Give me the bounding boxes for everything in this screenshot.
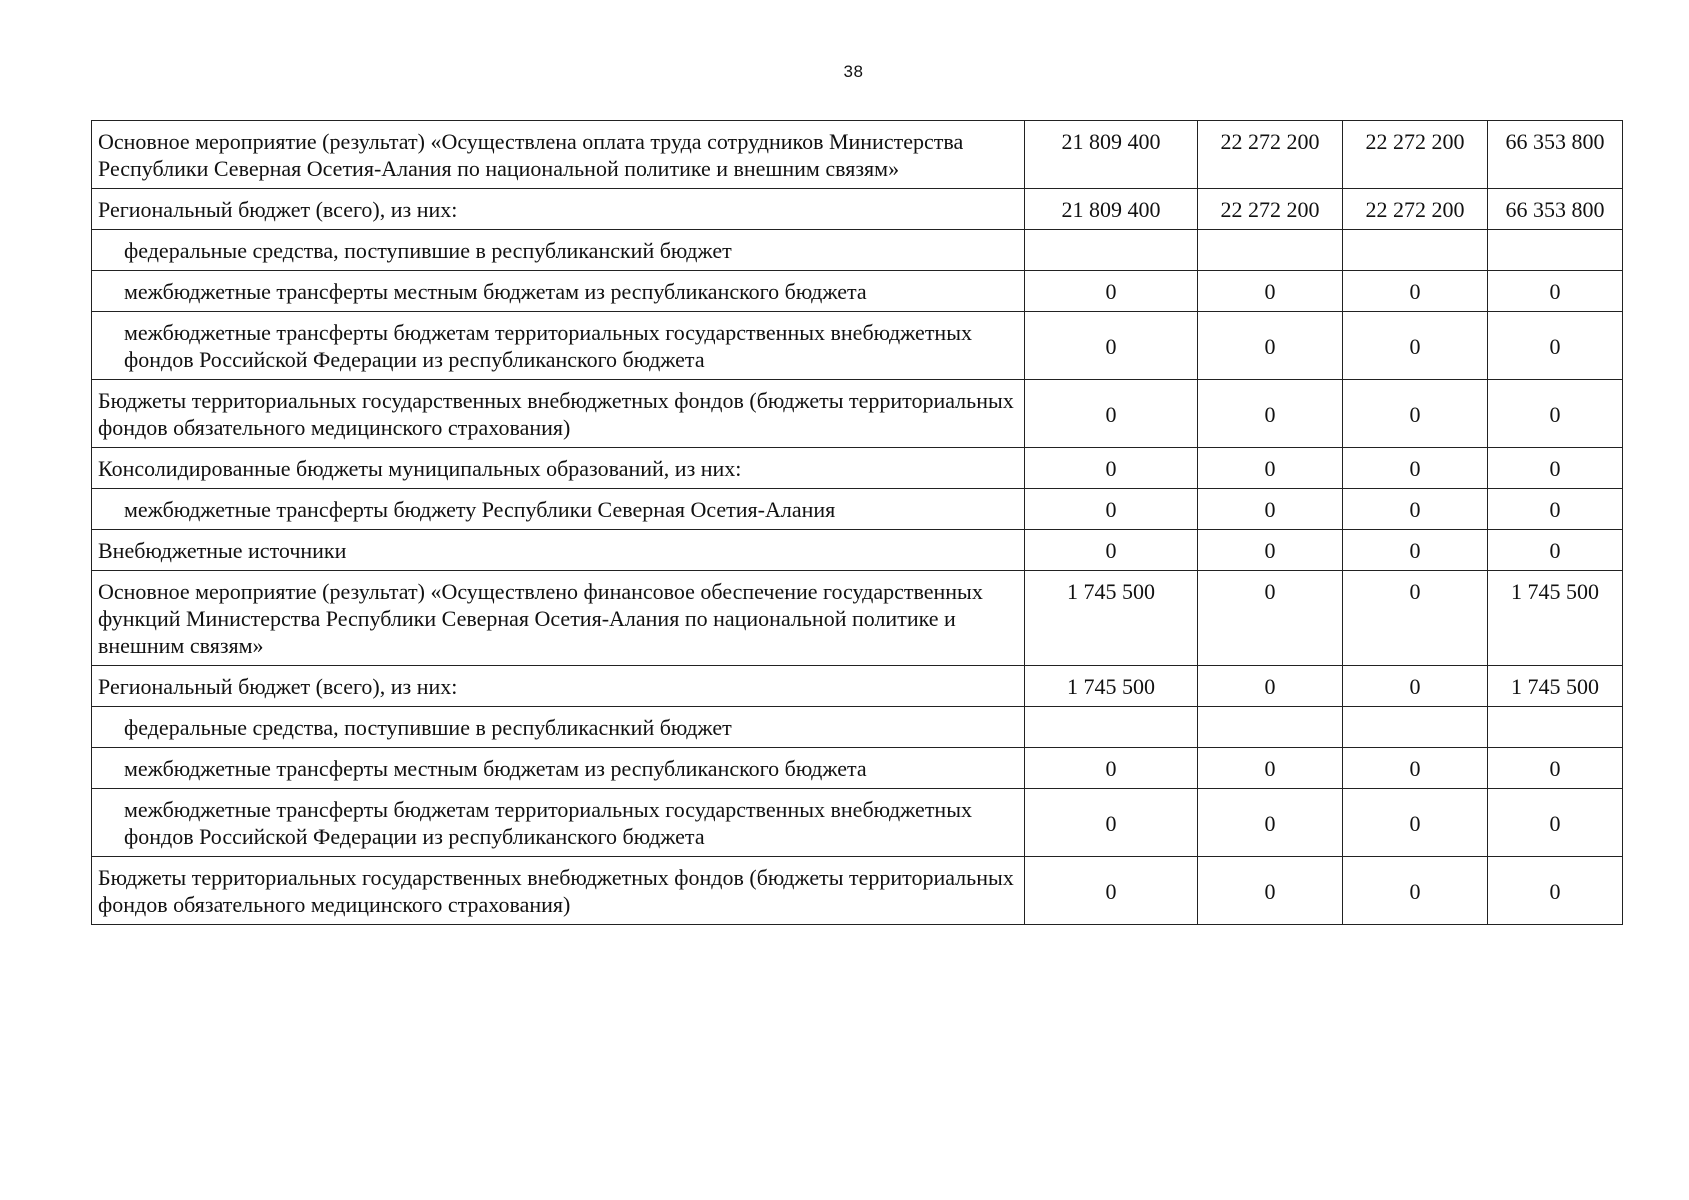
value-cell-col-1: 21 809 400	[1025, 189, 1198, 230]
value-cell-col-4: 0	[1488, 530, 1623, 571]
value-cell-col-1: 0	[1025, 857, 1198, 925]
value-cell-col-4: 66 353 800	[1488, 189, 1623, 230]
table-row	[92, 312, 1623, 380]
table-row	[92, 271, 1623, 312]
table-row	[92, 380, 1623, 448]
table-row	[92, 121, 1623, 189]
value-cell-col-2: 0	[1198, 380, 1343, 448]
value-cell-col-1: 0	[1025, 789, 1198, 857]
table-row	[92, 857, 1623, 925]
value-cell-col-2	[1198, 230, 1343, 271]
value-cell-col-1: 0	[1025, 312, 1198, 380]
value-cell-col-1	[1025, 230, 1198, 271]
value-cell-col-1: 1 745 500	[1025, 666, 1198, 707]
value-cell-col-2: 22 272 200	[1198, 121, 1343, 189]
value-cell-col-2: 0	[1198, 789, 1343, 857]
row-label: межбюджетные трансферты бюджетам территориальных государственных внебюджетных фондов Российской Федерации из республиканского бюджета	[92, 312, 1025, 380]
value-cell-col-2: 0	[1198, 571, 1343, 666]
row-label: межбюджетные трансферты местным бюджетам из республиканского бюджета	[92, 271, 1025, 312]
value-cell-col-1: 0	[1025, 489, 1198, 530]
value-cell-col-2	[1198, 707, 1343, 748]
value-cell-col-4	[1488, 707, 1623, 748]
value-cell-col-3: 0	[1343, 380, 1488, 448]
table-row	[92, 789, 1623, 857]
value-cell-col-3	[1343, 230, 1488, 271]
value-cell-col-4: 1 745 500	[1488, 571, 1623, 666]
row-label: Основное мероприятие (результат) «Осуществлено финансовое обеспечение государственных функций Министерства Республики Северная Осетия-Алания по национальной политике и внешним связям»	[92, 571, 1025, 666]
value-cell-col-1: 0	[1025, 448, 1198, 489]
value-cell-col-3: 0	[1343, 666, 1488, 707]
value-cell-col-2: 0	[1198, 857, 1343, 925]
value-cell-col-1: 1 745 500	[1025, 571, 1198, 666]
row-label: Бюджеты территориальных государственных внебюджетных фондов (бюджеты территориальных фондов обязательного медицинского страхования)	[92, 380, 1025, 448]
value-cell-col-4	[1488, 230, 1623, 271]
value-cell-col-3: 22 272 200	[1343, 189, 1488, 230]
value-cell-col-3: 0	[1343, 312, 1488, 380]
table-row	[92, 230, 1623, 271]
value-cell-col-4: 0	[1488, 489, 1623, 530]
value-cell-col-3: 0	[1343, 271, 1488, 312]
value-cell-col-1: 21 809 400	[1025, 121, 1198, 189]
value-cell-col-4: 0	[1488, 748, 1623, 789]
value-cell-col-4: 1 745 500	[1488, 666, 1623, 707]
value-cell-col-2: 0	[1198, 489, 1343, 530]
value-cell-col-3: 0	[1343, 571, 1488, 666]
value-cell-col-1: 0	[1025, 271, 1198, 312]
value-cell-col-2: 0	[1198, 666, 1343, 707]
value-cell-col-2: 22 272 200	[1198, 189, 1343, 230]
budget-table	[91, 120, 1623, 925]
row-label: Региональный бюджет (всего), из них:	[92, 666, 1025, 707]
value-cell-col-4: 0	[1488, 380, 1623, 448]
table-row	[92, 448, 1623, 489]
page-number: 38	[843, 62, 864, 81]
table-row	[92, 189, 1623, 230]
value-cell-col-3: 0	[1343, 748, 1488, 789]
row-label: федеральные средства, поступившие в республикаснкий бюджет	[92, 707, 1025, 748]
row-label: межбюджетные трансферты бюджетам территориальных государственных внебюджетных фондов Российской Федерации из республиканского бюджета	[92, 789, 1025, 857]
value-cell-col-4: 0	[1488, 271, 1623, 312]
budget-table-body	[92, 121, 1623, 925]
value-cell-col-3	[1343, 707, 1488, 748]
row-label: федеральные средства, поступившие в республиканский бюджет	[92, 230, 1025, 271]
table-row	[92, 748, 1623, 789]
row-label: Бюджеты территориальных государственных внебюджетных фондов (бюджеты территориальных фондов обязательного медицинского страхования)	[92, 857, 1025, 925]
value-cell-col-4: 0	[1488, 448, 1623, 489]
value-cell-col-2: 0	[1198, 530, 1343, 571]
value-cell-col-4: 66 353 800	[1488, 121, 1623, 189]
value-cell-col-3: 0	[1343, 448, 1488, 489]
row-label: Основное мероприятие (результат) «Осуществлена оплата труда сотрудников Министерства Республики Северная Осетия-Алания по национальной политике и внешним связям»	[92, 121, 1025, 189]
value-cell-col-3: 0	[1343, 857, 1488, 925]
value-cell-col-2: 0	[1198, 448, 1343, 489]
value-cell-col-3: 22 272 200	[1343, 121, 1488, 189]
row-label: Консолидированные бюджеты муниципальных образований, из них:	[92, 448, 1025, 489]
row-label: межбюджетные трансферты местным бюджетам из республиканского бюджета	[92, 748, 1025, 789]
value-cell-col-1	[1025, 707, 1198, 748]
value-cell-col-1: 0	[1025, 748, 1198, 789]
table-row	[92, 530, 1623, 571]
row-label: Внебюджетные источники	[92, 530, 1025, 571]
value-cell-col-3: 0	[1343, 789, 1488, 857]
value-cell-col-4: 0	[1488, 789, 1623, 857]
row-label: Региональный бюджет (всего), из них:	[92, 189, 1025, 230]
row-label: межбюджетные трансферты бюджету Республики Северная Осетия-Алания	[92, 489, 1025, 530]
value-cell-col-2: 0	[1198, 748, 1343, 789]
value-cell-col-1: 0	[1025, 380, 1198, 448]
value-cell-col-2: 0	[1198, 312, 1343, 380]
value-cell-col-4: 0	[1488, 312, 1623, 380]
value-cell-col-2: 0	[1198, 271, 1343, 312]
value-cell-col-4: 0	[1488, 857, 1623, 925]
value-cell-col-1: 0	[1025, 530, 1198, 571]
value-cell-col-3: 0	[1343, 489, 1488, 530]
table-row	[92, 489, 1623, 530]
value-cell-col-3: 0	[1343, 530, 1488, 571]
table-row	[92, 571, 1623, 666]
table-row	[92, 707, 1623, 748]
table-row	[92, 666, 1623, 707]
